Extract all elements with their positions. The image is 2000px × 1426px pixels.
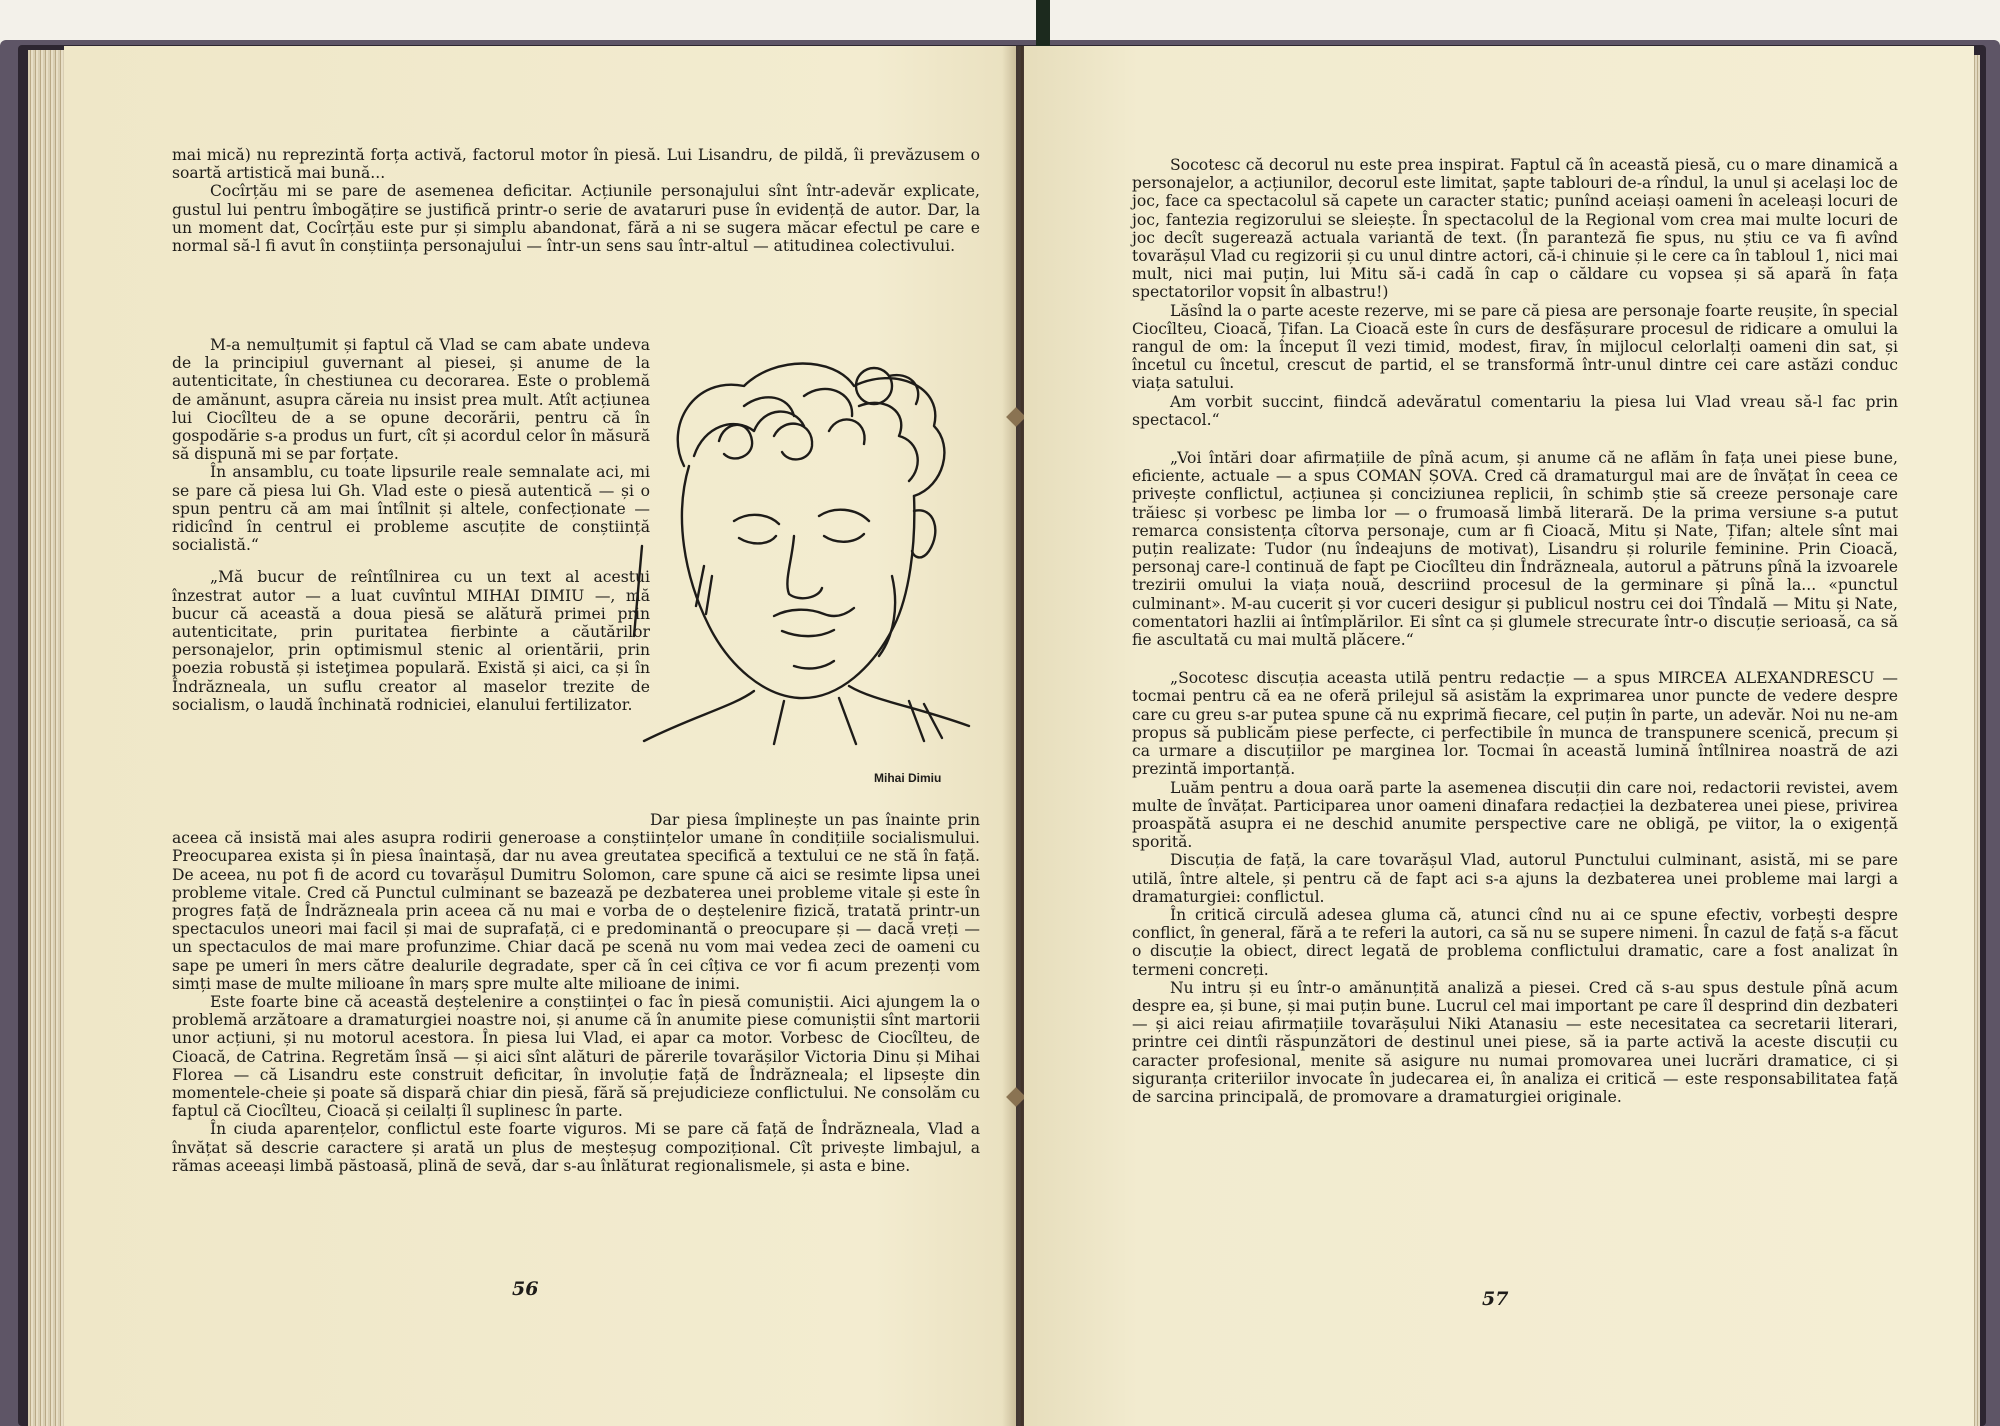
left-text-top	[172, 146, 980, 255]
paragraph: În ciuda aparențelor, conflictul este foarte viguros. Mi se pare că față de Îndrăzneala, Vlad a învățat să descrie caractere și arată un plus de meșteșug compozițional. Cît privește limbajul, a rămas aceeași limbă păstoasă, plină de sevă, dar s-au înlăturat regionalismele, și asta e bine.	[172, 1120, 980, 1175]
portrait-illustration	[624, 346, 984, 746]
paragraph: Discuția de față, la care tovarășul Vlad, autorul Punctului culminant, asistă, mi se pare utilă, între altele, și pentru că de fapt aci s-a ajuns la dezbaterea unei probleme mai largi a dramaturgiei: conflictul.	[1132, 851, 1898, 906]
paragraph: Este foarte bine că această deștelenire a conștiinței o fac în piesă comuniștii. Aici ajungem la o problemă arzătoare a dramaturgiei noastre noi, și anume că în anumite piese comuniștii sînt martorii unor acțiuni, și nu motorul acestora. În piesa lui Vlad, ei apar ca motor. Vorbesc de Ciocîlteu, de Cioacă, de Catrina. Regretăm însă — și aici sînt alături de părerile tovarășilor Victoria Dinu și Mihai Florea — că Lisandru este construit deficitar, în involuție față de Îndrăzneala; el lipsește din momentele-cheie și poate să dispară chiar din piesă, fără să prejudicieze conflictului. Ne consolăm cu faptul că Ciocîlteu, Cioacă și ceilalți îl suplinesc în parte.	[172, 993, 980, 1121]
paragraph: Socotesc că decorul nu este prea inspirat. Faptul că în această piesă, cu o mare dinamică a personajelor, a acțiunilor, decorul este limitat, șapte tablouri de-a rîndul, la unul și același loc de joc, face ca spectacolul să capete un caracter static; punînd aceiași oameni în aceleași locuri de joc, fantezia regizorului se sleiește. În spectacolul de la Regional vom crea mai multe locuri de joc decît sugerează actuala variantă de text. (În paranteză fie spus, nu știu ce va fi avînd tovarășul Vlad cu regizorii și cu unul dintre actori, că-i chinuie și le cere ca în tabloul 1, nici mai mult, nici mai puțin, lui Mitu să-i cadă în cap o căldare cu vopsea și să apară în fața spectatorilor vopsit în albastru!)	[1132, 156, 1898, 302]
paragraph: În ansamblu, cu toate lipsurile reale semnalate aci, mi se pare că piesa lui Gh. Vlad este o piesă autentică — și o spun pentru că am mai întîlnit și altele, confecționate — ridicînd în centrul ei probleme ascuțite de conștiință socialistă.“	[172, 463, 650, 555]
left-text-bottom	[172, 811, 980, 1175]
bookmark-ribbon	[1036, 0, 1050, 52]
left-page	[64, 46, 1016, 1426]
portrait-caption: Mihai Dimiu	[874, 771, 942, 785]
paragraph: Cocîrțău mi se pare de asemenea deficitar. Acțiunile personajului sînt într-adevăr explicate, gustul lui pentru îmbogățire se justifică printr-o serie de avataruri puse în evidență de autor. Dar, la un moment dat, Cocîrțău este pur și simplu abandonat, fără a ni se sugera măcar efectul pe care e normal să-l fi avut în conștiința personajului — într-un sens sau într-altul — atitudinea colectivului.	[172, 182, 980, 256]
paragraph: Nu intru și eu într-o amănunțită analiză a piesei. Cred că s-au spus destule pînă acum despre ea, și bune, și mai puțin bune. Lucrul cel mai important pe care îl desprind din dezbateri — și aici reiau afirmațiile tovarășului Niki Atanasiu — este necesitatea ca secretarii literari, printre cei dintîi răspunzători de destinul unei piese, să ia parte activă la aceste discuții cu caracter profesional, menite să asigure nu numai promovarea unei lucrări dramatice, ci și siguranța criteriilor invocate în judecarea ei, în analiza ei critică — este responsabilitatea față de sarcina principală, de promovare a dramaturgiei originale.	[1132, 978, 1898, 1106]
page-number: 56	[512, 1278, 539, 1300]
paragraph: „Mă bucur de reîntîlnirea cu un text al acestui înzestrat autor — a luat cuvîntul MIHAI DIMIU —, mă bucur că această a doua piesă se alătură primei prin autenticitate, prin puritatea fierbinte a căutărilor personajelor, prin optimismul stenic al orientării, prin poezia robustă și isteţimea populară. Există și aici, ca și în Îndrăzneala, un suflu creator al maselor trezite de socialism, o laudă închinată rodniciei, elanului fertilizator.	[172, 568, 650, 714]
page-number: 57	[1482, 1288, 1509, 1310]
paragraph: În critică circulă adesea gluma că, atunci cînd nu ai ce spune efectiv, vorbești despre conflict, în general, fără a te referi la autori, ca să nu se supere nimeni. În cazul de față s-a făcut o discuție la obiect, direct legată de problema conflictului dramatic, care a fost analizat în termeni concreți.	[1132, 905, 1898, 979]
paragraph: M-a nemulțumit și faptul că Vlad se cam abate undeva de la principiul guvernant al piesei, și anume de la autenticitate, în chestiunea cu decorarea. Este o problemă de amănunt, asupra căreia nu insist prea mult. Atît acțiunea lui Ciocîlteu de a se opune decorării, pentru că în gospodărie s-a produs un furt, cît și acordul celor în măsură să dispună mi se par forțate.	[172, 336, 650, 464]
paragraph: Luăm pentru a doua oară parte la asemenea discuții din care noi, redactorii revistei, avem multe de învățat. Participarea unor oameni dinafara redacției la dezbaterea unei piese, privirea proaspătă asupra ei ne deschid anumite perspective care ne obligă, pe viitor, la o exigență sporită.	[1132, 778, 1898, 852]
paragraph: Lăsînd la o parte aceste rezerve, mi se pare că piesa are personaje foarte reușite, în special Ciocîlteu, Cioacă, Țifan. La Cioacă este în curs de desfășurare procesul de ridicare a omului la rangul de om: la început îl vezi timid, modest, firav, în mijlocul celorlalți oameni din sat, și încetul cu încetul, crescut de partid, el se transformă într-unul dintre cei care astăzi conduc viața satului.	[1132, 301, 1898, 393]
paragraph: Dar piesa împlinește un pas înainte prin aceea că insistă mai ales asupra rodirii generoase a conștiințelor umane în condițiile socialismului. Preocuparea exista și în piesa înaintașă, dar nu avea greutatea specifică a textului ce ne stă în față. De aceea, nu pot fi de acord cu tovarășul Dumitru Solomon, care spune că aici se resimte lipsa unei probleme vitale. Cred că Punctul culminant se bazează pe dezbaterea unei probleme vitale și este în progres față de Îndrăzneala prin aceea că nu mai e vorba de o deștelenire fizică, tratată printr-un spectaculos uneori mai facil și mai de suprafață, ci e predominantă o preocupare și — dacă vreți — un spectaculos de mai mare profunzime. Chiar dacă pe scenă nu vom mai vedea zeci de oameni cu sape pe umeri în mers către dealurile degradate, sper că în cei cîțiva ce vor fi acum prezenți vom simți mase de multe milioane în marș spre multe alte milioane de inimi.	[172, 811, 980, 993]
paragraph: mai mică) nu reprezintă forța activă, factorul motor în piesă. Lui Lisandru, de pildă, îi prevăzusem o soartă artistică mai bună...	[172, 146, 980, 183]
right-page	[1024, 46, 1974, 1426]
paragraph: „Socotesc discuția aceasta utilă pentru redacție — a spus MIRCEA ALEXANDRESCU — tocmai pentru că ea ne oferă prilejul să asistăm la exprimarea unor puncte de vedere despre care cu greu s-ar putea spune că nu exprimă fiecare, cel puțin în parte, un adevăr. Noi nu ne-am propus să publicăm piese perfecte, ci perfectibile în munca de transpunere scenică, precum și ca urmare a discuțiilor pe marginea lor. Tocmai în această lumină întîlnirea noastră de azi prezintă importanță.	[1132, 669, 1898, 779]
paragraph: „Voi întări doar afirmațiile de pînă acum, și anume că ne aflăm în fața unei piese bune, eficiente, actuale — a spus COMAN ȘOVA. Cred că dramaturgul mai are de învățat în ceea ce privește conflictul, acțiunea și conciziunea replicii, în schimb știe să creeze personaje care trăiesc și vorbesc pe limba lor — o frumoasă limbă literară. De la prima versiune s-a putut remarca consistența cîtorva personaje, cum ar fi Cioacă, Mitu și Nate, Țifan; altele sînt mai puțin realizate: Tudor (nu îndeajuns de motivat), Lisandru și rolurile feminine. Prin Cioacă, personaj care-l continuă de fapt pe Ciocîlteu din Îndrăzneala, autorul a pătruns pînă la izvoarele trezirii omului la viața nouă, descriind procesul de la germinare și pînă la... «punctul culminant». M-au cucerit și vor cuceri desigur și publicul nostru cei doi Tîndală — Mitu și Nate, comentatori hazlii ai întîmplărilor. Ei sînt ca și glumele strecurate într-o discuție serioasă, ca să fie ascultată cu mai multă plăcere.“	[1132, 449, 1898, 650]
left-text-column	[172, 336, 650, 714]
paragraph: Am vorbit succint, fiindcă adevăratul comentariu la piesa lui Vlad vreau să-l fac prin spectacol.“	[1132, 392, 1898, 429]
right-text	[1132, 156, 1898, 1106]
